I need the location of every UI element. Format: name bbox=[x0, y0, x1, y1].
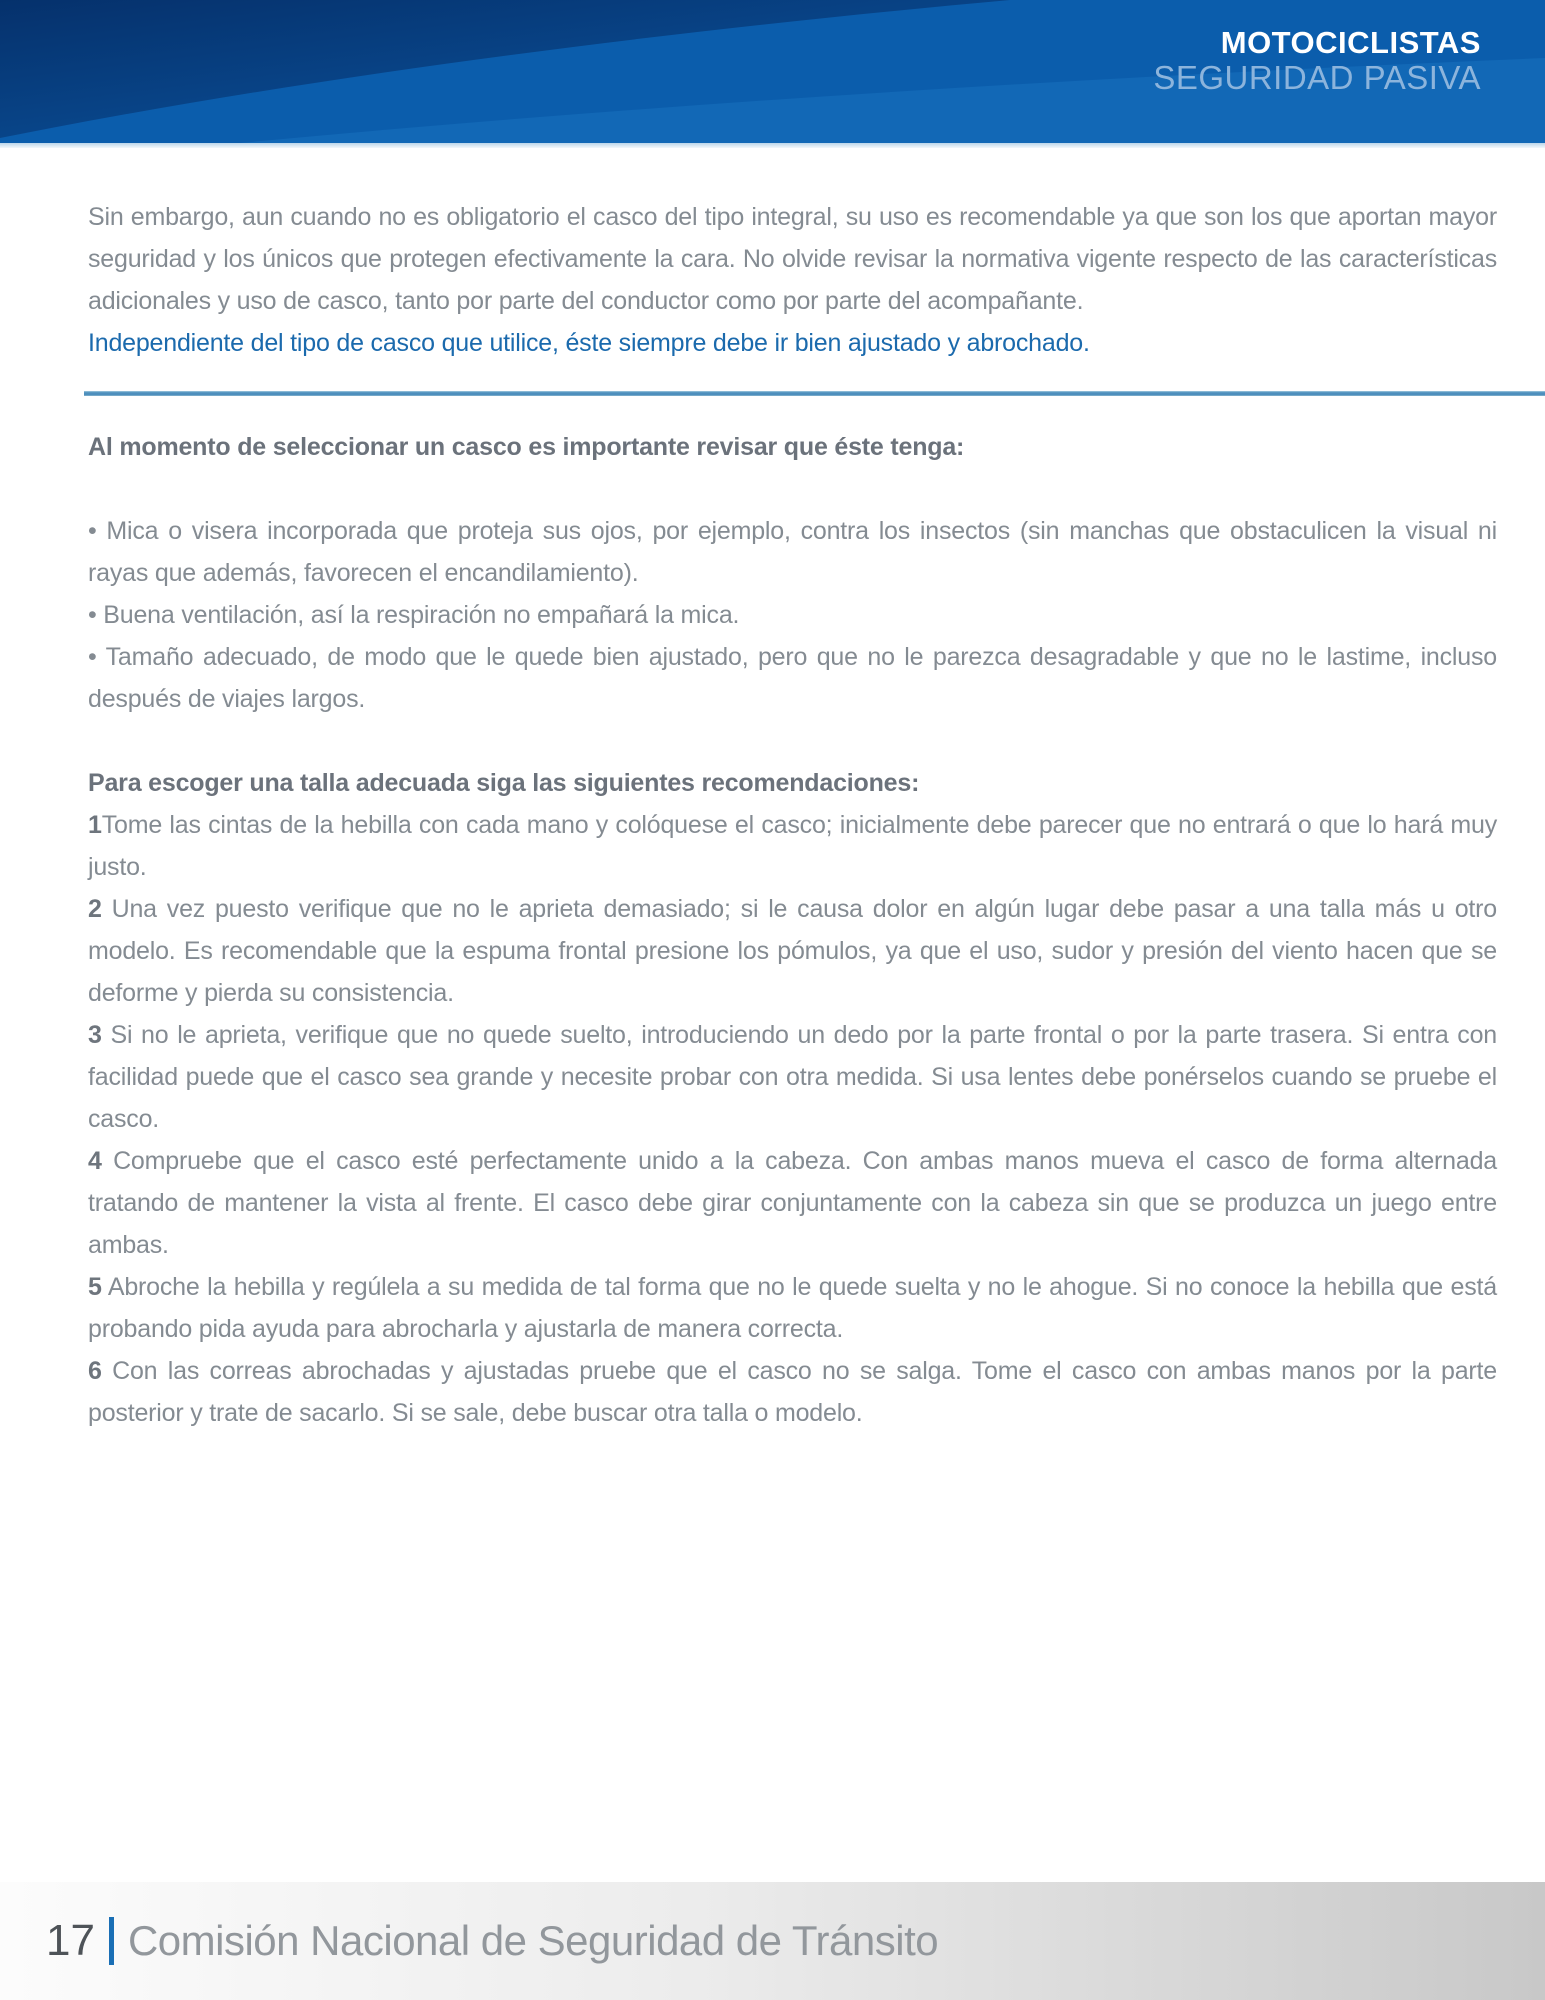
footer-institution: Comisión Nacional de Seguridad de Tránsito bbox=[127, 1917, 939, 1964]
sizing-heading: Para escoger una talla adecuada siga las siguientes recomendaciones: bbox=[88, 769, 920, 797]
step-item bbox=[88, 804, 1497, 888]
step-item bbox=[88, 1266, 1497, 1350]
selection-bullet-list bbox=[88, 510, 1497, 720]
page-title: MOTOCICLISTAS bbox=[1220, 25, 1481, 60]
footer-band bbox=[0, 1882, 1545, 2000]
bullet-item: • Mica o visera incorporada que proteja sus ojos, por ejemplo, contra los insectos (sin manchas que obstaculicen la visual ni rayas que además, favorecen el encandilamiento). bbox=[88, 517, 1497, 587]
step-text: Compruebe que el casco esté perfectamente unido a la cabeza. Con ambas manos mueva el casco de forma alternada tratando de mantener la vista al frente. El casco debe girar conjuntamente con la cabeza sin que se produzca un juego entre ambas. bbox=[88, 1147, 1497, 1259]
step-number: 2 bbox=[88, 895, 102, 923]
step-number: 1 bbox=[88, 811, 102, 839]
step-item bbox=[88, 1350, 1497, 1434]
step-text: Con las correas abrochadas y ajustadas pruebe que el casco no se salga. Tome el casco con ambas manos por la parte posterior y trate de sacarlo. Si se sale, debe buscar otra talla o modelo. bbox=[88, 1357, 1497, 1427]
document-content bbox=[88, 196, 1497, 1434]
bullet-item: • Buena ventilación, así la respiración no empañará la mica. bbox=[88, 601, 740, 629]
step-text: Tome las cintas de la hebilla con cada mano y colóquese el casco; inicialmente debe parecer que no entrará o que lo hará muy justo. bbox=[88, 811, 1497, 881]
intro-paragraph: Sin embargo, aun cuando no es obligatorio el casco del tipo integral, su uso es recomendable ya que son los que aportan mayor seguridad y los únicos que protegen efectivamente la cara. No olvide revisar la normativa vigente respecto de las características adicionales y uso de casco, tanto por parte del conductor como por parte del acompañante. bbox=[88, 203, 1497, 315]
step-text: Una vez puesto verifique que no le aprieta demasiado; si le causa dolor en algún lugar debe pasar a una talla más u otro modelo. Es recomendable que la espuma frontal presione los pómulos, ya que el uso, sudor y presión del viento hacen que se deforme y pierda su consistencia. bbox=[88, 895, 1497, 1007]
step-number: 4 bbox=[88, 1147, 102, 1175]
bullet-item: • Tamaño adecuado, de modo que le quede bien ajustado, pero que no le parezca desagradable y que no le lastime, incluso después de viajes largos. bbox=[88, 643, 1497, 713]
header-band bbox=[0, 0, 1545, 148]
selection-heading: Al momento de seleccionar un casco es importante revisar que éste tenga: bbox=[88, 433, 965, 461]
step-text: Abroche la hebilla y regúlela a su medida de tal forma que no le quede suelta y no le ahogue. Si no conoce la hebilla que está probando pida ayuda para abrocharla y ajustarla de manera correcta. bbox=[88, 1273, 1497, 1343]
page-subtitle: SEGURIDAD PASIVA bbox=[1153, 59, 1481, 96]
step-item bbox=[88, 888, 1497, 1014]
step-text: Si no le aprieta, verifique que no quede suelto, introduciendo un dedo por la parte frontal o por la parte trasera. Si entra con facilidad puede que el casco sea grande y necesite probar con otra medida. Si usa lentes debe ponérselos cuando se pruebe el casco. bbox=[88, 1021, 1497, 1133]
header-titles bbox=[1153, 26, 1481, 96]
step-number: 5 bbox=[88, 1273, 102, 1301]
section-divider bbox=[84, 391, 1545, 396]
intro-highlight: Independiente del tipo de casco que utilice, éste siempre debe ir bien ajustado y abrochado. bbox=[88, 329, 1090, 357]
footer-separator-bar bbox=[109, 1917, 114, 1965]
step-item bbox=[88, 1140, 1497, 1266]
page-number: 17 bbox=[46, 1916, 95, 1965]
header-bottom-edge bbox=[0, 143, 1545, 148]
step-item bbox=[88, 1014, 1497, 1140]
step-number: 6 bbox=[88, 1357, 102, 1385]
step-number: 3 bbox=[88, 1021, 102, 1049]
